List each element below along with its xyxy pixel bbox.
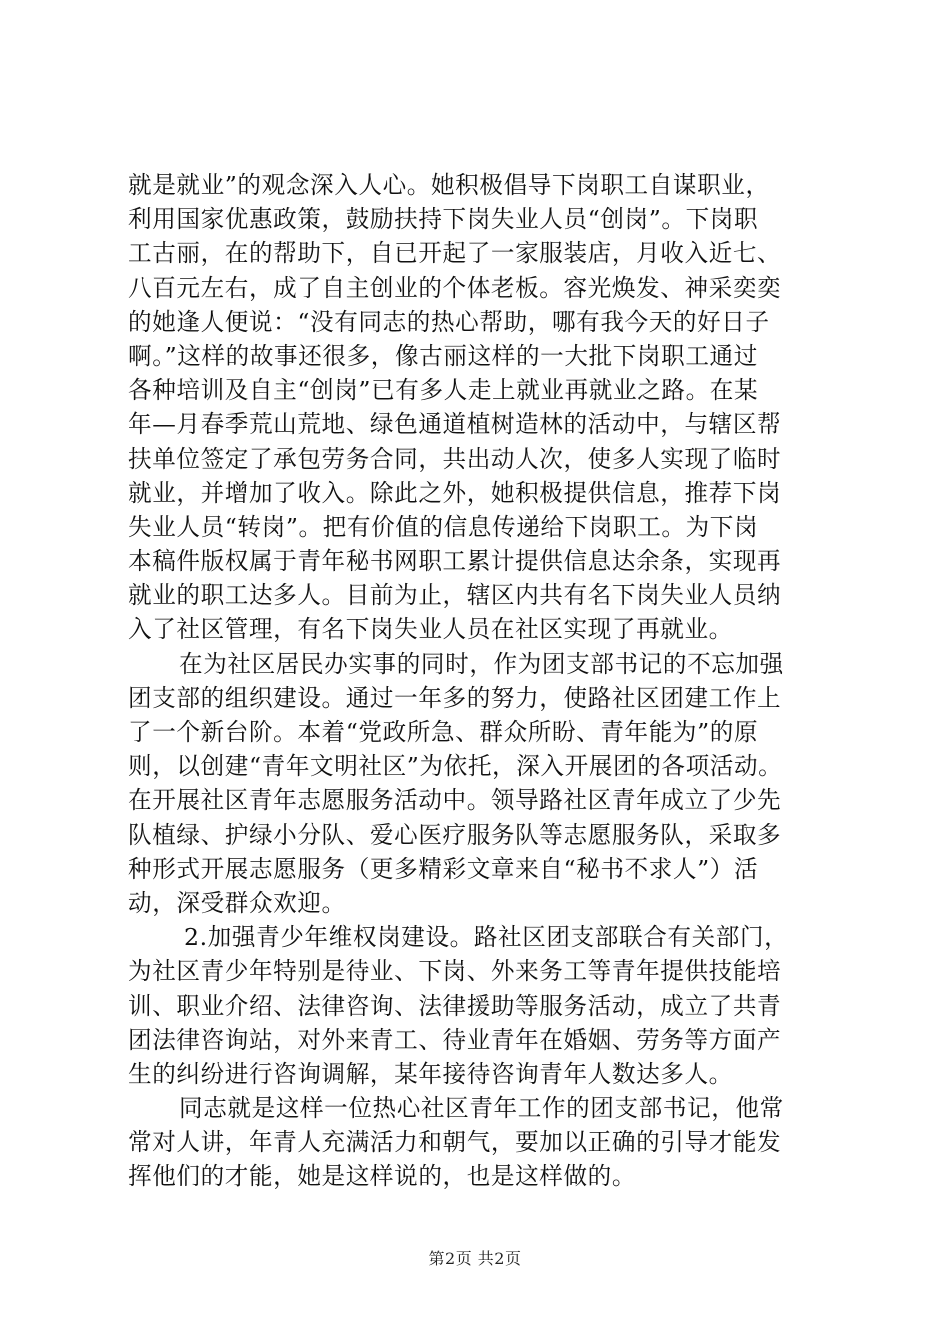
text-line: 就业，并增加了收入。除此之外，她积极提供信息，推荐下岗 — [128, 478, 782, 507]
text-line: 就是就业”的观念深入人心。她积极倡导下岗职工自谋职业， — [128, 171, 770, 199]
text-line: 本稿件版权属于青年秘书网职工累计提供信息达余条，实现再 — [128, 547, 782, 576]
paragraph-first-line: 2.加强青少年维权岗建设。路社区团支部联合有关部门， — [184, 923, 789, 952]
text-line: 八百元左右，成了自主创业的个体老板。容光焕发、神采奕奕 — [128, 273, 782, 302]
text-line: 常对人讲，年青人充满活力和朝气，要加以正确的引导才能发 — [128, 1128, 782, 1157]
text-line: 扶单位签定了承包劳务合同，共出动人次，使多人实现了临时 — [128, 444, 782, 473]
paragraph-first-line: 在为社区居民办实事的同时，作为团支部书记的不忘加强 — [179, 649, 784, 678]
text-line: 为社区青少年特别是待业、下岗、外来务工等青年提供技能培 — [128, 957, 782, 986]
text-line: 入了社区管理，有名下岗失业人员在社区实现了再就业。 — [128, 615, 733, 644]
document-body — [128, 168, 828, 1194]
text-line: 动，深受群众欢迎。 — [128, 888, 346, 917]
text-line: 年—月春季荒山荒地、绿色通道植树造林的活动中，与辖区帮 — [128, 410, 782, 439]
text-line: 种形式开展志愿服务（更多精彩文章来自“秘书不求人”）活 — [128, 854, 759, 883]
text-line: 团法律咨询站，对外来青工、待业青年在婚姻、劳务等方面产 — [128, 1025, 782, 1054]
text-line: 生的纠纷进行咨询调解，某年接待咨询青年人数达多人。 — [128, 1059, 733, 1088]
paragraph-first-line: 同志就是这样一位热心社区青年工作的团支部书记，他常 — [179, 1094, 784, 1123]
text-line: 就业的职工达多人。目前为止，辖区内共有名下岗失业人员纳 — [128, 581, 782, 610]
text-line: 失业人员“转岗”。把有价值的信息传递给下岗职工。为下岗 — [128, 512, 759, 541]
text-line: 团支部的组织建设。通过一年多的努力，使路社区团建工作上 — [128, 683, 782, 712]
page-number-footer: 第2页 共2页 — [428, 1249, 522, 1268]
text-line: 工古丽，在的帮助下，自已开起了一家服装店，月收入近七、 — [128, 239, 782, 268]
text-line: 啊。”这样的故事还很多，像古丽这样的一大批下岗职工通过 — [128, 341, 758, 370]
text-line: 利用国家优惠政策，鼓励扶持下岗失业人员“创岗”。下岗职 — [128, 205, 759, 234]
text-line: 各种培训及自主“创岗”已有多人走上就业再就业之路。在某 — [128, 376, 759, 405]
text-line: 在开展社区青年志愿服务活动中。领导路社区青年成立了少先 — [128, 786, 782, 815]
text-line: 了一个新台阶。本着“党政所急、群众所盼、青年能为”的原 — [128, 718, 759, 746]
text-line: 则，以创建“青年文明社区”为依托，深入开展团的各项活动。 — [128, 752, 783, 781]
text-line: 训、职业介绍、法律咨询、法律援助等服务活动，成立了共青 — [128, 991, 782, 1020]
text-line: 的她逢人便说：“没有同志的热心帮助，哪有我今天的好日子 — [128, 307, 770, 336]
text-line: 队植绿、护绿小分队、爱心医疗服务队等志愿服务队，采取多 — [128, 820, 782, 849]
text-line: 挥他们的才能，她是这样说的，也是这样做的。 — [128, 1162, 637, 1191]
